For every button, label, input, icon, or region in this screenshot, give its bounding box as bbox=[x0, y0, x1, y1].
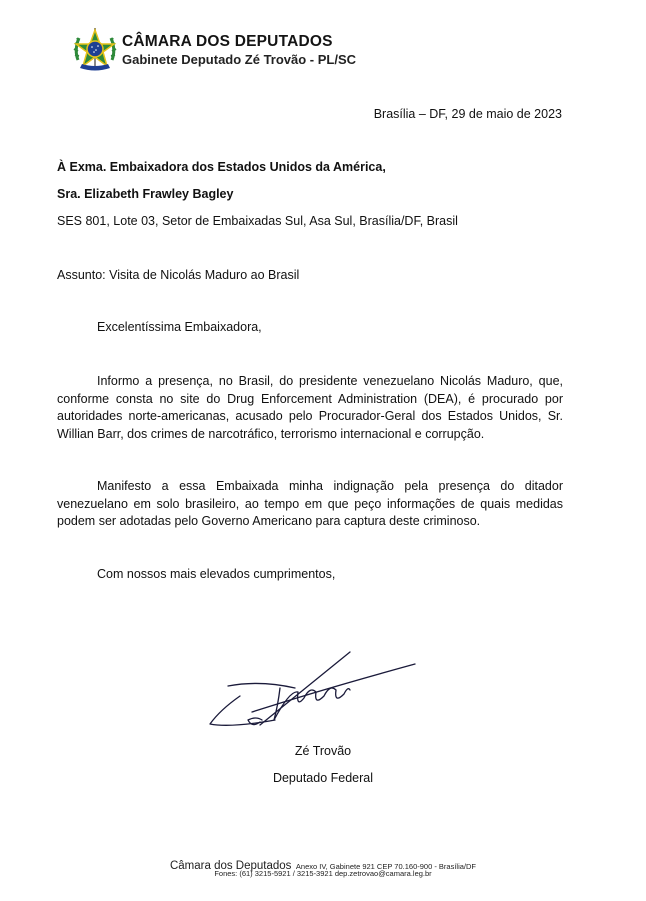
handwritten-signature bbox=[200, 650, 420, 735]
office-name: Gabinete Deputado Zé Trovão - PL/SC bbox=[122, 52, 357, 67]
recipient-address: SES 801, Lote 03, Setor de Embaixadas Sul, Asa Sul, Brasília/DF, Brasil bbox=[57, 214, 458, 228]
salutation: Excelentíssima Embaixadora, bbox=[97, 320, 262, 334]
brazil-coat-of-arms-icon bbox=[70, 26, 120, 74]
signer-name: Zé Trovão bbox=[294, 744, 352, 758]
signer-title: Deputado Federal bbox=[272, 771, 374, 785]
footer-address: Anexo IV, Gabinete 921 CEP 70.160-900 - Brasília/DF bbox=[295, 862, 477, 871]
institution-name: CÂMARA DOS DEPUTADOS bbox=[122, 33, 333, 50]
body-paragraph-2: Manifesto a essa Embaixada minha indignação pela presença do ditador venezuelano em solo brasileiro, ao tempo em que peço informações de quais medidas podem ser adotadas pelo Governo Americano para captura deste criminoso. bbox=[57, 479, 563, 528]
recipient-name: Sra. Elizabeth Frawley Bagley bbox=[57, 187, 234, 201]
footer-contacts: Fones: (61) 3215-5921 / 3215-3921 dep.zetrovao@camara.leg.br bbox=[214, 869, 432, 878]
date-line: Brasília – DF, 29 de maio de 2023 bbox=[373, 107, 562, 121]
subject-line: Assunto: Visita de Nicolás Maduro ao Brasil bbox=[57, 268, 300, 282]
closing-line: Com nossos mais elevados cumprimentos, bbox=[97, 567, 336, 581]
footer-institution: Câmara dos Deputados bbox=[169, 860, 292, 872]
body-paragraph-1: Informo a presença, no Brasil, do presidente venezuelano Nicolás Maduro, que, conforme consta no site do Drug Enforcement Administration (DEA), é procurado por autoridades norte-americanas, acusado pelo Procurador-Geral dos Estados Unidos, Sr. Willian Barr, dos crimes de narcotráfico, terrorismo internacional e corrupção. bbox=[57, 374, 563, 441]
recipient-line-1: À Exma. Embaixadora dos Estados Unidos da América, bbox=[57, 160, 386, 174]
